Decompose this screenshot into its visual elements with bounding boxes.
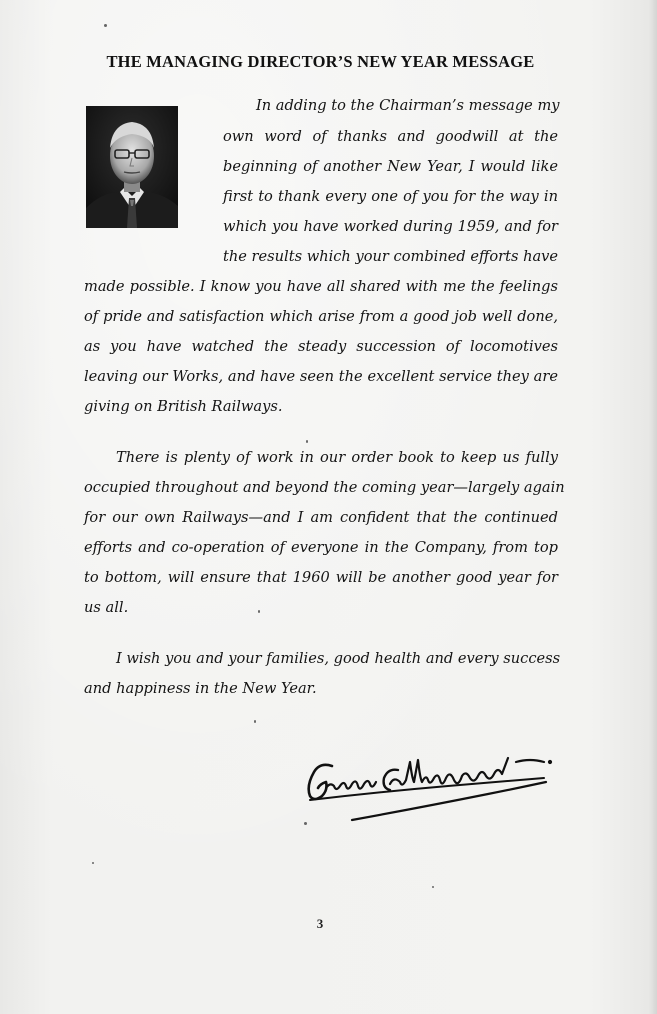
paper-speck	[258, 610, 260, 613]
text-line: and happiness in the New Year.	[84, 680, 317, 697]
page-number: 3	[316, 916, 324, 931]
portrait-photo	[86, 106, 178, 228]
text-line: to bottom, will ensure that 1960 will be another good year for	[84, 569, 558, 586]
text-line: occupied throughout and beyond the coming year—largely again	[84, 479, 565, 496]
text-line: efforts and co-operation of everyone in the Company, from top	[84, 539, 558, 556]
signature	[298, 748, 560, 832]
text-line: for our own Railways—and I am confident that the continued	[84, 509, 558, 526]
paper-speck	[104, 24, 107, 27]
page-title: THE MANAGING DIRECTOR’S NEW YEAR MESSAGE	[106, 52, 535, 71]
text-line: beginning of another New Year, I would like	[223, 158, 558, 175]
text-line: which you have worked during 1959, and for	[223, 218, 558, 235]
text-line: us all.	[84, 599, 129, 616]
text-line: the results which your combined efforts have	[223, 248, 559, 265]
text-line: I wish you and your families, good health and every success	[116, 650, 561, 667]
text-line: In adding to the Chairman’s message my	[256, 97, 560, 114]
text-line: leaving our Works, and have seen the excellent service they are	[84, 368, 558, 385]
text-line: first to thank every one of you for the way in	[223, 188, 558, 205]
text-line: giving on British Railways.	[84, 398, 283, 415]
text-line: own word of thanks and goodwill at the	[223, 128, 558, 145]
text-line: as you have watched the steady succession of locomotives	[84, 338, 558, 355]
paper-speck	[254, 720, 256, 723]
text-line: made possible. I know you have all shared with me the feelings	[84, 278, 558, 295]
paper-speck	[92, 862, 94, 864]
text-line: of pride and satisfaction which arise from a good job well done,	[84, 308, 558, 325]
paper-speck	[432, 886, 434, 888]
paper-speck	[306, 440, 308, 443]
text-line: There is plenty of work in our order book to keep us fully	[116, 449, 558, 466]
page-edge-shadow	[649, 0, 657, 1014]
paper-speck	[304, 822, 307, 825]
